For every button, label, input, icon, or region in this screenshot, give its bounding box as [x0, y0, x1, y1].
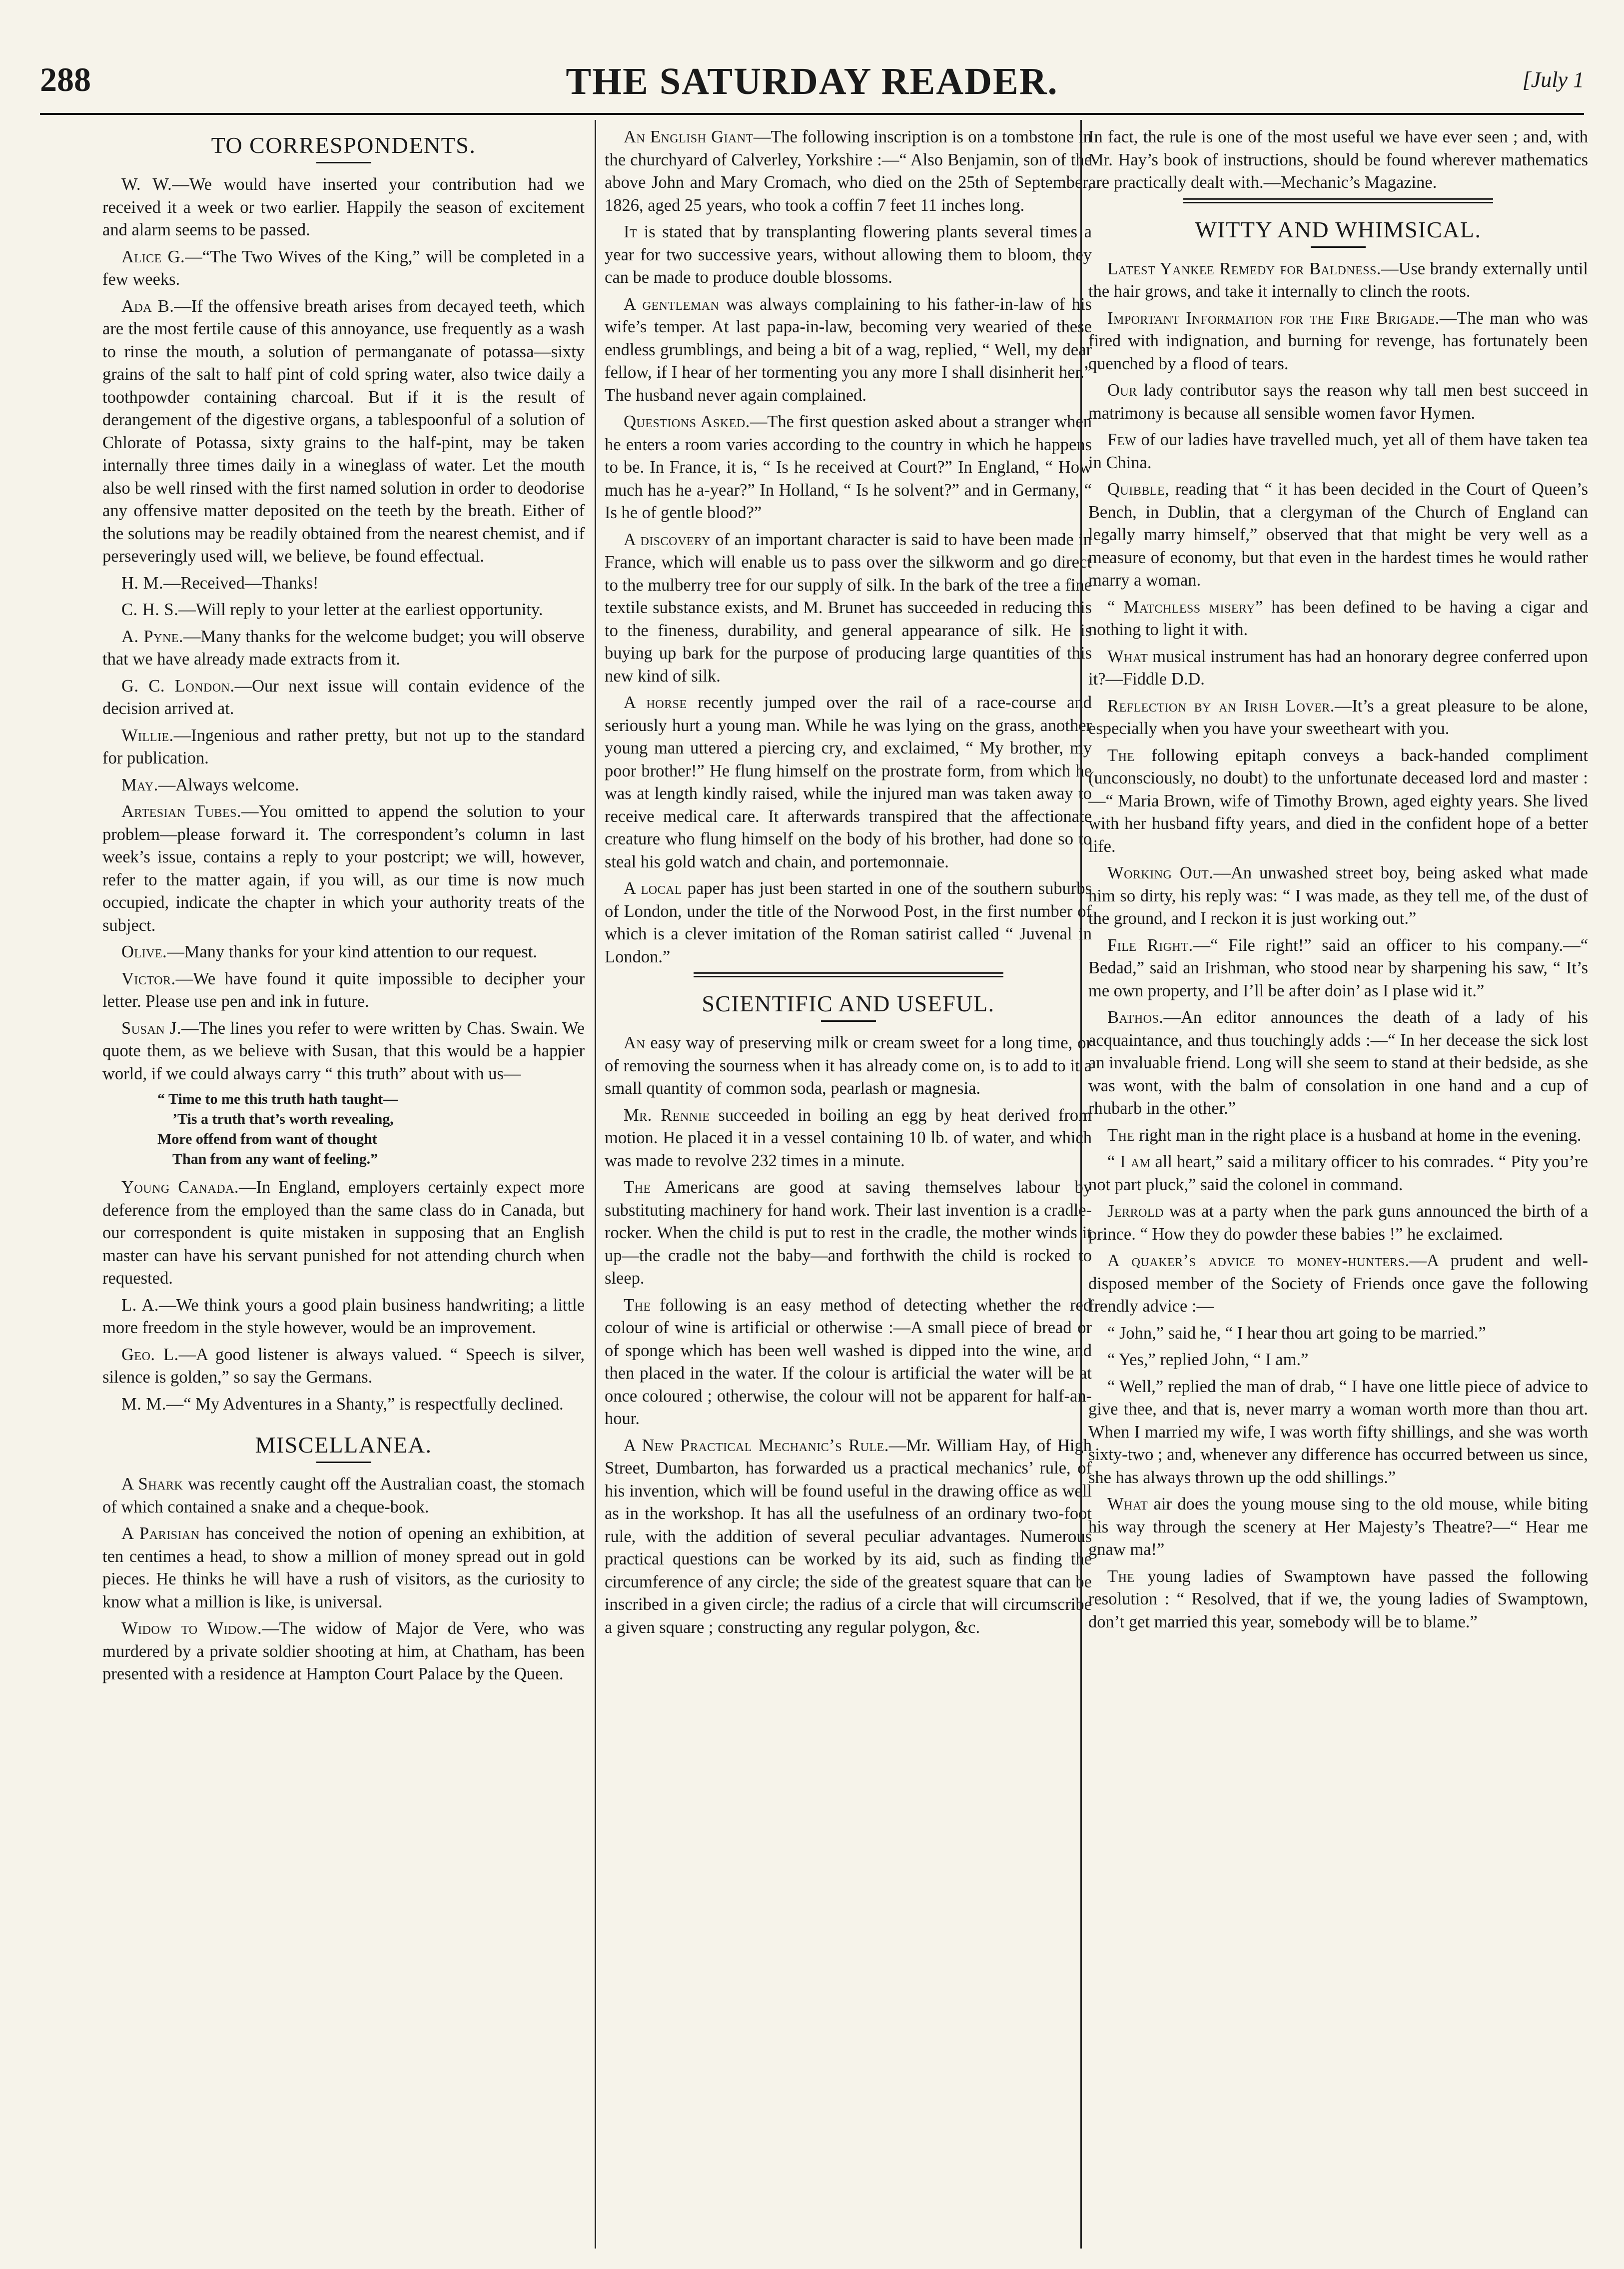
paragraph-lead: Quibble,	[1107, 480, 1170, 499]
section-title: SCIENTIFIC AND USEFUL.	[702, 991, 995, 1016]
paragraph-lead: The	[624, 1295, 651, 1315]
article-paragraph	[1088, 1151, 1588, 1196]
paragraph-text: following epitaph conveys a back-handed compliment (unconsciously, no doubt) to the unfortunate deceased lord and master :—“ Maria Brown, wife of Timothy Brown, aged eighty years. She lived with her husband fifty years, and died in the confident hope of a better life.	[1088, 746, 1588, 856]
article-paragraph	[102, 599, 585, 622]
paragraph-text: —Ingenious and rather pretty, but not up to the standard for publication.	[102, 726, 585, 767]
paragraph-lead: Susan J.	[121, 1018, 181, 1038]
paragraph-lead: It	[624, 222, 638, 241]
paragraph-text: of our ladies have travelled much, yet all of them have taken tea in China.	[1088, 430, 1588, 472]
article-paragraph	[1088, 1349, 1588, 1372]
article-paragraph	[102, 1344, 585, 1389]
article-paragraph	[1088, 1124, 1588, 1147]
paragraph-text: was always complaining to his father-in-law of his wife’s temper. At last papa-in-law, becoming very wearied of these endless grumblings, and being a bit of a wag, replied, “ Well, my dear fellow, if I hear of her tormenting you any more I shall disinherit her.” The husband never again complained.	[605, 294, 1092, 405]
paragraph-text: —Use brandy externally until the hair grows, and take it internally to clinch the roots.	[1088, 259, 1588, 301]
paragraph-lead: A local	[624, 879, 683, 898]
paragraph-text: —We would have inserted your contribution had we received it a week or two earlier. Happily the season of excitement and alarm seems to be passed.	[102, 175, 585, 239]
paragraph-text: —The first question asked about a stranger when he enters a room varies according to the country in which he happens to be. In France, it is, “ Is he received at Court?” In England, “ How much has he a-year?” In Holland, “ Is he solvent?” and in Germany, “ Is he of gentle blood?”	[605, 412, 1092, 522]
article-paragraph	[102, 725, 585, 770]
article-paragraph	[102, 1017, 585, 1086]
article-paragraph	[102, 1473, 585, 1518]
issue-date: [July 1	[1522, 67, 1584, 92]
article-paragraph	[102, 968, 585, 1013]
paragraph-text: —“ My Adventures in a Shanty,” is respectfully declined.	[166, 1394, 564, 1414]
section-rule	[1183, 198, 1493, 203]
paragraph-text: —Many thanks for the welcome budget; you will observe that we have already made extracts from it.	[102, 627, 585, 669]
header-rule	[40, 113, 1584, 115]
paragraph-lead: Geo. L.	[121, 1345, 179, 1364]
paragraph-lead: An	[624, 1033, 646, 1052]
paragraph-text: is stated that by transplanting flowering plants several times a year for two successive years, without allowing them to bloom, they can be made to produce double blossoms.	[605, 222, 1092, 287]
paragraph-text: has conceived the notion of opening an exhibition, at ten centimes a head, to show a million of money spread out in gold pieces. He thinks he will have a rush of visitors, as the curiosity to know what a million is like, is universal.	[102, 1524, 585, 1611]
column-2	[605, 126, 1092, 2245]
paragraph-lead: Questions Asked.	[624, 412, 750, 431]
article-paragraph	[1088, 934, 1588, 1003]
column-rule	[595, 120, 596, 2249]
article-paragraph	[102, 941, 585, 964]
poem-line: “ Time to me this truth hath taught—	[157, 1091, 398, 1107]
paragraph-lead: C. H. S.	[121, 600, 179, 619]
poem-line: More offend from want of thought	[157, 1131, 377, 1147]
paragraph-text: —The following inscription is on a tombstone in the churchyard of Calverley, Yorkshire :—“ Also Benjamin, son of the above John and Mary Cromach, who died on the 25th of September, 1826, aged 25 years, who took a coffin 7 feet 11 inches long.	[605, 127, 1092, 215]
paragraph-lead: Widow to Widow.	[121, 1619, 262, 1638]
paragraph-text: “ Well,” replied the man of drab, “ I have one little piece of advice to give thee, and that is, never marry a woman worth more than thou art. When I married my wife, I was worth fifty shillings, and she was worth sixty-two ; and, whenever any difference has occurred between us since, she has always thrown up the odd shillings.”	[1088, 1377, 1588, 1487]
paragraph-text: —Always welcome.	[158, 775, 299, 794]
article-paragraph	[102, 1393, 585, 1416]
article-paragraph	[605, 1032, 1092, 1100]
paragraph-lead: A Shark	[121, 1475, 183, 1494]
article-paragraph	[102, 1617, 585, 1686]
article-paragraph	[1088, 1565, 1588, 1634]
article-paragraph	[605, 877, 1092, 968]
article-paragraph	[1088, 862, 1588, 930]
paragraph-text: recently jumped over the rail of a race-course and seriously hurt a young man. While he was lying on the grass, another young man uttered a piercing cry, and exclaimed, “ My brother, my poor brother!” He flung himself on the prostrate form, from which he was at length kindly raised, while the injured man was taken away to receive medical care. It afterwards transpired that the affectionate creature who flung himself on the body of his brother, had done so to steal his gold watch and chain, and portemonnaie.	[605, 693, 1092, 871]
paragraph-text: musical instrument has had an honorary degree conferred upon it?—Fiddle D.D.	[1088, 647, 1588, 689]
paragraph-lead: File Right.	[1107, 935, 1193, 955]
section-rule	[1311, 246, 1366, 248]
article-paragraph	[102, 295, 585, 568]
paragraph-lead: Our	[1107, 381, 1137, 400]
paragraph-lead: “ Matchless misery”	[1107, 597, 1263, 617]
paragraph-text: —We have found it quite impossible to decipher your letter. Please use pen and ink in future.	[102, 969, 585, 1011]
paragraph-lead: Alice G.	[121, 247, 185, 266]
paragraph-text: following is an easy method of detecting whether the red colour of wine is artificial or otherwise :—A small piece of bread or of sponge which has been well washed is dipped into the wine, and then placed in the water. If the colour is artificial the water will be at once coloured ; otherwise, the colour will not be apparent for half-an-hour.	[605, 1295, 1092, 1428]
paragraph-lead: A discovery	[624, 530, 711, 549]
paragraph-text: —A prudent and well-disposed member of the Society of Friends once gave the following frendly advice :—	[1088, 1251, 1588, 1316]
paragraph-text: —A good listener is always valued. “ Speech is silver, silence is golden,” so say the Germans.	[102, 1345, 585, 1387]
article-paragraph	[1088, 745, 1588, 858]
paragraph-lead: An English Giant	[624, 127, 754, 146]
section-rule	[694, 972, 1003, 977]
paragraph-text: all heart,” said a military officer to his comrades. “ Pity you’re not part pluck,” said the colonel in command.	[1088, 1152, 1588, 1194]
paragraph-text: easy way of preserving milk or cream sweet for a long time, or of removing the sourness when it has already come on, is to add to it a small quantity of common soda, pearlash or magnesia.	[605, 1033, 1092, 1098]
article-paragraph	[1088, 258, 1588, 303]
paragraph-lead: “ I am	[1107, 1152, 1151, 1171]
paragraph-text: air does the young mouse sing to the old mouse, while biting his way through the scenery at Her Majesty’s Theatre?—“ Hear me gnaw ma!”	[1088, 1495, 1588, 1559]
paragraph-text: “ Yes,” replied John, “ I am.”	[1107, 1350, 1309, 1369]
paragraph-text: was recently caught off the Australian coast, the stomach of which contained a snake and a cheque-book.	[102, 1475, 585, 1516]
section-title: TO CORRESPONDENTS.	[211, 132, 476, 158]
paragraph-lead: The	[624, 1178, 651, 1197]
paragraph-text: lady contributor says the reason why tall men best succeed in matrimony is because all sensible women favor Hymen.	[1088, 381, 1588, 423]
section-rule	[316, 162, 371, 163]
paragraph-lead: A quaker’s advice to money-hunters.	[1107, 1251, 1410, 1270]
poem-quote	[157, 1089, 585, 1169]
paragraph-text: —Our next issue will contain evidence of the decision arrived at.	[102, 676, 585, 718]
article-paragraph	[102, 1522, 585, 1613]
article-paragraph	[1088, 379, 1588, 425]
article-paragraph	[1088, 1322, 1588, 1345]
paragraph-text: reading that “ it has been decided in the Court of Queen’s Bench, in Dublin, that a clergyman of the Church of England can legally marry himself,” observed that that might be very well as a measure of economy, but that even in the hardest times he would rather marry a woman.	[1088, 480, 1588, 590]
paragraph-lead: A Parisian	[121, 1524, 200, 1543]
article-paragraph	[605, 1104, 1092, 1173]
section-rule	[316, 1462, 371, 1463]
paragraph-lead: H. M.	[121, 573, 163, 593]
paragraph-text: —Will reply to your letter at the earliest opportunity.	[178, 600, 543, 619]
paragraph-lead: Jerrold	[1107, 1202, 1164, 1221]
paragraph-lead: May.	[121, 775, 158, 794]
paragraph-text: —Many thanks for your kind attention to our request.	[167, 942, 537, 961]
paragraph-lead: Bathos.	[1107, 1008, 1164, 1027]
paragraph-text: —The man who was fired with indignation, and burning for revenge, has fortunately been quenched by a flood of tears.	[1088, 308, 1588, 373]
paragraph-lead: Victor.	[121, 969, 176, 988]
article-paragraph	[605, 411, 1092, 525]
page-number: 288	[40, 60, 91, 98]
paragraph-text: —The lines you refer to were written by Chas. Swain. We quote them, as we believe with Susan, that this would be a happier world, if we could always carry “ this truth” about with us—	[102, 1018, 585, 1083]
paragraph-lead: Willie.	[121, 726, 174, 745]
section-title: MISCELLANEA.	[255, 1432, 432, 1458]
article-paragraph	[605, 1435, 1092, 1639]
masthead-title: THE SATURDAY READER.	[566, 60, 1058, 102]
article-paragraph	[1088, 307, 1588, 376]
column-3	[1088, 126, 1588, 2245]
article-paragraph	[1088, 646, 1588, 691]
paragraph-text: “ John,” said he, “ I hear thou art going to be married.”	[1107, 1323, 1486, 1343]
article-paragraph	[605, 221, 1092, 289]
article-paragraph	[605, 126, 1092, 217]
paragraph-text: was at a party when the park guns announced the birth of a prince. “ How they do powder these babies !” he exclaimed.	[1088, 1202, 1588, 1244]
article-paragraph	[1088, 596, 1588, 642]
paragraph-lead: The	[1107, 746, 1135, 765]
continued-paragraph: In fact, the rule is one of the most useful we have ever seen ; and, with Mr. Hay’s book of instructions, should be found wherever mathematics are practically dealt with.—Mechanic’s Magazine.	[1088, 127, 1588, 192]
paragraph-lead: Reflection by an Irish Lover.	[1107, 696, 1335, 716]
paragraph-text: —An unwashed street boy, being asked what made him so dirty, his reply was: “ I was made, as they tell me, of the dust of the ground, and I reckon it is just working out.”	[1088, 863, 1588, 928]
paragraph-lead: G. C. London.	[121, 676, 235, 696]
paragraph-text: paper has just been started in one of the southern suburbs of London, under the title of the Norwood Post, in the first number of which is a clever imitation of the Roman satirist called “ Juvenal in London.”	[605, 879, 1092, 966]
column-1	[102, 126, 585, 2245]
section-rule	[821, 1020, 876, 1022]
article-paragraph	[605, 293, 1092, 407]
paragraph-text: —You omitted to append the solution to your problem—please forward it. The correspondent’s column in last week’s issue, contains a reply to your postcript; we will, however, refer to the matter again, if you will, as our time is now much occupied, indicate the chapter in which your authority treats of the subject.	[102, 802, 585, 935]
page-header	[40, 60, 1584, 115]
paragraph-lead: Important Information for the Fire Brigade.	[1107, 308, 1440, 328]
paragraph-text: of an important character is said to have been made in France, which will enable us to pass over the silkworm and go direct to the mulberry tree for our supply of silk. In the bark of the tree a fine textile substance exists, and M. Brunet has succeeded in reducing this to the fineness, durability, and general appearance of silk. He is buying up bark for the purpose of producing large quantities of this new kind of silk.	[605, 530, 1092, 686]
article-paragraph	[102, 675, 585, 721]
paragraph-lead: W. W.	[121, 175, 172, 194]
paragraph-text: —It’s a great pleasure to be alone, especially when you have your sweetheart with you.	[1088, 696, 1588, 738]
article-paragraph	[1088, 429, 1588, 474]
article-paragraph	[605, 529, 1092, 688]
article-paragraph	[1088, 1376, 1588, 1490]
article-paragraph	[605, 1294, 1092, 1431]
paragraph-text: —We think yours a good plain business handwriting; a little more freedom in the style however, would be an improvement.	[102, 1295, 585, 1337]
article-paragraph	[102, 774, 585, 797]
paragraph-text: succeeded in boiling an egg by heat derived from motion. He placed it in a vessel containing 10 lb. of water, and which was made to revolve 232 times in a minute.	[605, 1105, 1092, 1170]
paragraph-lead: The	[1107, 1566, 1135, 1586]
paragraph-lead: Ada B.	[121, 296, 174, 316]
paragraph-lead: A horse	[624, 693, 687, 712]
article-paragraph	[605, 1176, 1092, 1290]
article-paragraph	[102, 173, 585, 242]
paragraph-text: —If the offensive breath arises from decayed teeth, which are the most fertile cause of this annoyance, use frequently as a wash to rinse the mouth, a solution of permanganate of potassa—sixty grains of the salt to half pint of cold spring water, also twice daily a toothpowder containing charcoal. But if it is the result of derangement of the digestive organs, a tablespoonful of a solution of Chlorate of Potassa, sixty grains to the half-pint, may be taken internally three times daily in a wineglass of water. Let the mouth also be well rinsed with the first named solution in order to deodorise any offensive matter deposited on the teeth by the breath. Either of the solutions may be readily obtained from the nearest chemist, and if perseveringly used will, we believe, be found effectual.	[102, 296, 585, 566]
article-paragraph	[102, 572, 585, 595]
paragraph-text: —An editor announces the death of a lady of his acquaintance, and thus touchingly adds :—“ In her decease the sick lost an invaluable friend. Long will she seem to stand at their bedside, as she was wont, with the balm of consolation in one hand and a cup of rhubarb in the other.”	[1088, 1008, 1588, 1118]
paragraph-lead: M. M.	[121, 1394, 166, 1414]
paragraph-text: —Mr. William Hay, of High Street, Dumbarton, has forwarded us a practical mechanics’ rule, of his invention, which will be found useful in the drawing office as well as in the workshop. It has all the usefulness of an ordinary two-foot rule, with the addition of several peculiar advantages. Numerous practical questions can be worked by its aid, such as finding the circumference of any circle; the side of the greatest square that can be inscribed in a given circle; the radius of a circle that will circumscribe a given square ; constructing any regular polygon, &c.	[605, 1436, 1092, 1637]
poem-line: ’Tis a truth that’s worth revealing,	[172, 1111, 394, 1127]
paragraph-lead: A gentleman	[624, 294, 720, 314]
paragraph-text: has been defined to be having a cigar and nothing to light it with.	[1088, 597, 1588, 639]
paragraph-lead: Working Out.	[1107, 863, 1214, 882]
paragraph-lead: L. A.	[121, 1295, 159, 1315]
article-paragraph	[1088, 1006, 1588, 1120]
paragraph-lead: Artesian Tubes.	[121, 802, 242, 821]
article-paragraph	[605, 692, 1092, 873]
paragraph-text: Americans are good at saving themselves labour by substituting machinery for hand work. Their last invention is a cradle-rocker. When the child is put to rest in the cradle, the mother winds it up—the cradle not the baby—and forthwith the child is rocked to sleep.	[605, 1178, 1092, 1288]
paragraph-lead: A. Pyne.	[121, 627, 184, 646]
paragraph-lead: Latest Yankee Remedy for Baldness.	[1107, 259, 1382, 278]
article-paragraph	[102, 1176, 585, 1290]
article-paragraph	[1088, 1493, 1588, 1561]
paragraph-lead: Young Canada.	[121, 1178, 239, 1197]
paragraph-text: —“The Two Wives of the King,” will be completed in a few weeks.	[102, 247, 585, 289]
paragraph-lead: Olive.	[121, 942, 167, 961]
paragraph-lead: What	[1107, 1495, 1148, 1513]
section-title: WITTY AND WHIMSICAL.	[1195, 216, 1482, 242]
article-paragraph	[102, 1294, 585, 1340]
article-paragraph	[1088, 1200, 1588, 1246]
paragraph-text: —“ File right!” said an officer to his company.—“ Bedad,” said an Irishman, who stood near by sharpening his saw, “ It’s me own property, and I’ll be after doin’ as I plase wid it.”	[1088, 935, 1588, 1000]
article-paragraph	[102, 800, 585, 937]
paragraph-lead: Few	[1107, 430, 1136, 449]
article-paragraph	[102, 246, 585, 291]
paragraph-lead: Mr. Rennie	[624, 1105, 710, 1125]
poem-line: Than from any want of feeling.”	[172, 1151, 378, 1167]
paragraph-text: —The widow of Major de Vere, who was murdered by a private soldier shooting at him, at Chatham, has been presented with a residence at Hampton Court Palace by the Queen.	[102, 1619, 585, 1683]
article-paragraph	[102, 626, 585, 671]
paragraph-lead: A New Practical Mechanic’s Rule.	[624, 1436, 889, 1455]
article-paragraph	[1088, 478, 1588, 592]
paragraph-text: —Received—Thanks!	[163, 573, 319, 593]
article-paragraph	[1088, 695, 1588, 741]
paragraph-text: right man in the right place is a husband at home in the evening.	[1134, 1125, 1582, 1145]
paragraph-lead: The	[1107, 1125, 1135, 1145]
paragraph-lead: What	[1107, 647, 1148, 666]
paragraph-text: —In England, employers certainly expect more deference from the employed than the same class do in Canada, but our correspondent is quite mistaken in supposing that an English master can have his servant punished for not attending church when requested.	[102, 1178, 585, 1288]
paragraph-text: young ladies of Swamptown have passed the following resolution : “ Resolved, that if we, the young ladies of Swamptown, don’t get married this year, somebody will be to blame.”	[1088, 1566, 1588, 1631]
article-paragraph	[1088, 1250, 1588, 1318]
